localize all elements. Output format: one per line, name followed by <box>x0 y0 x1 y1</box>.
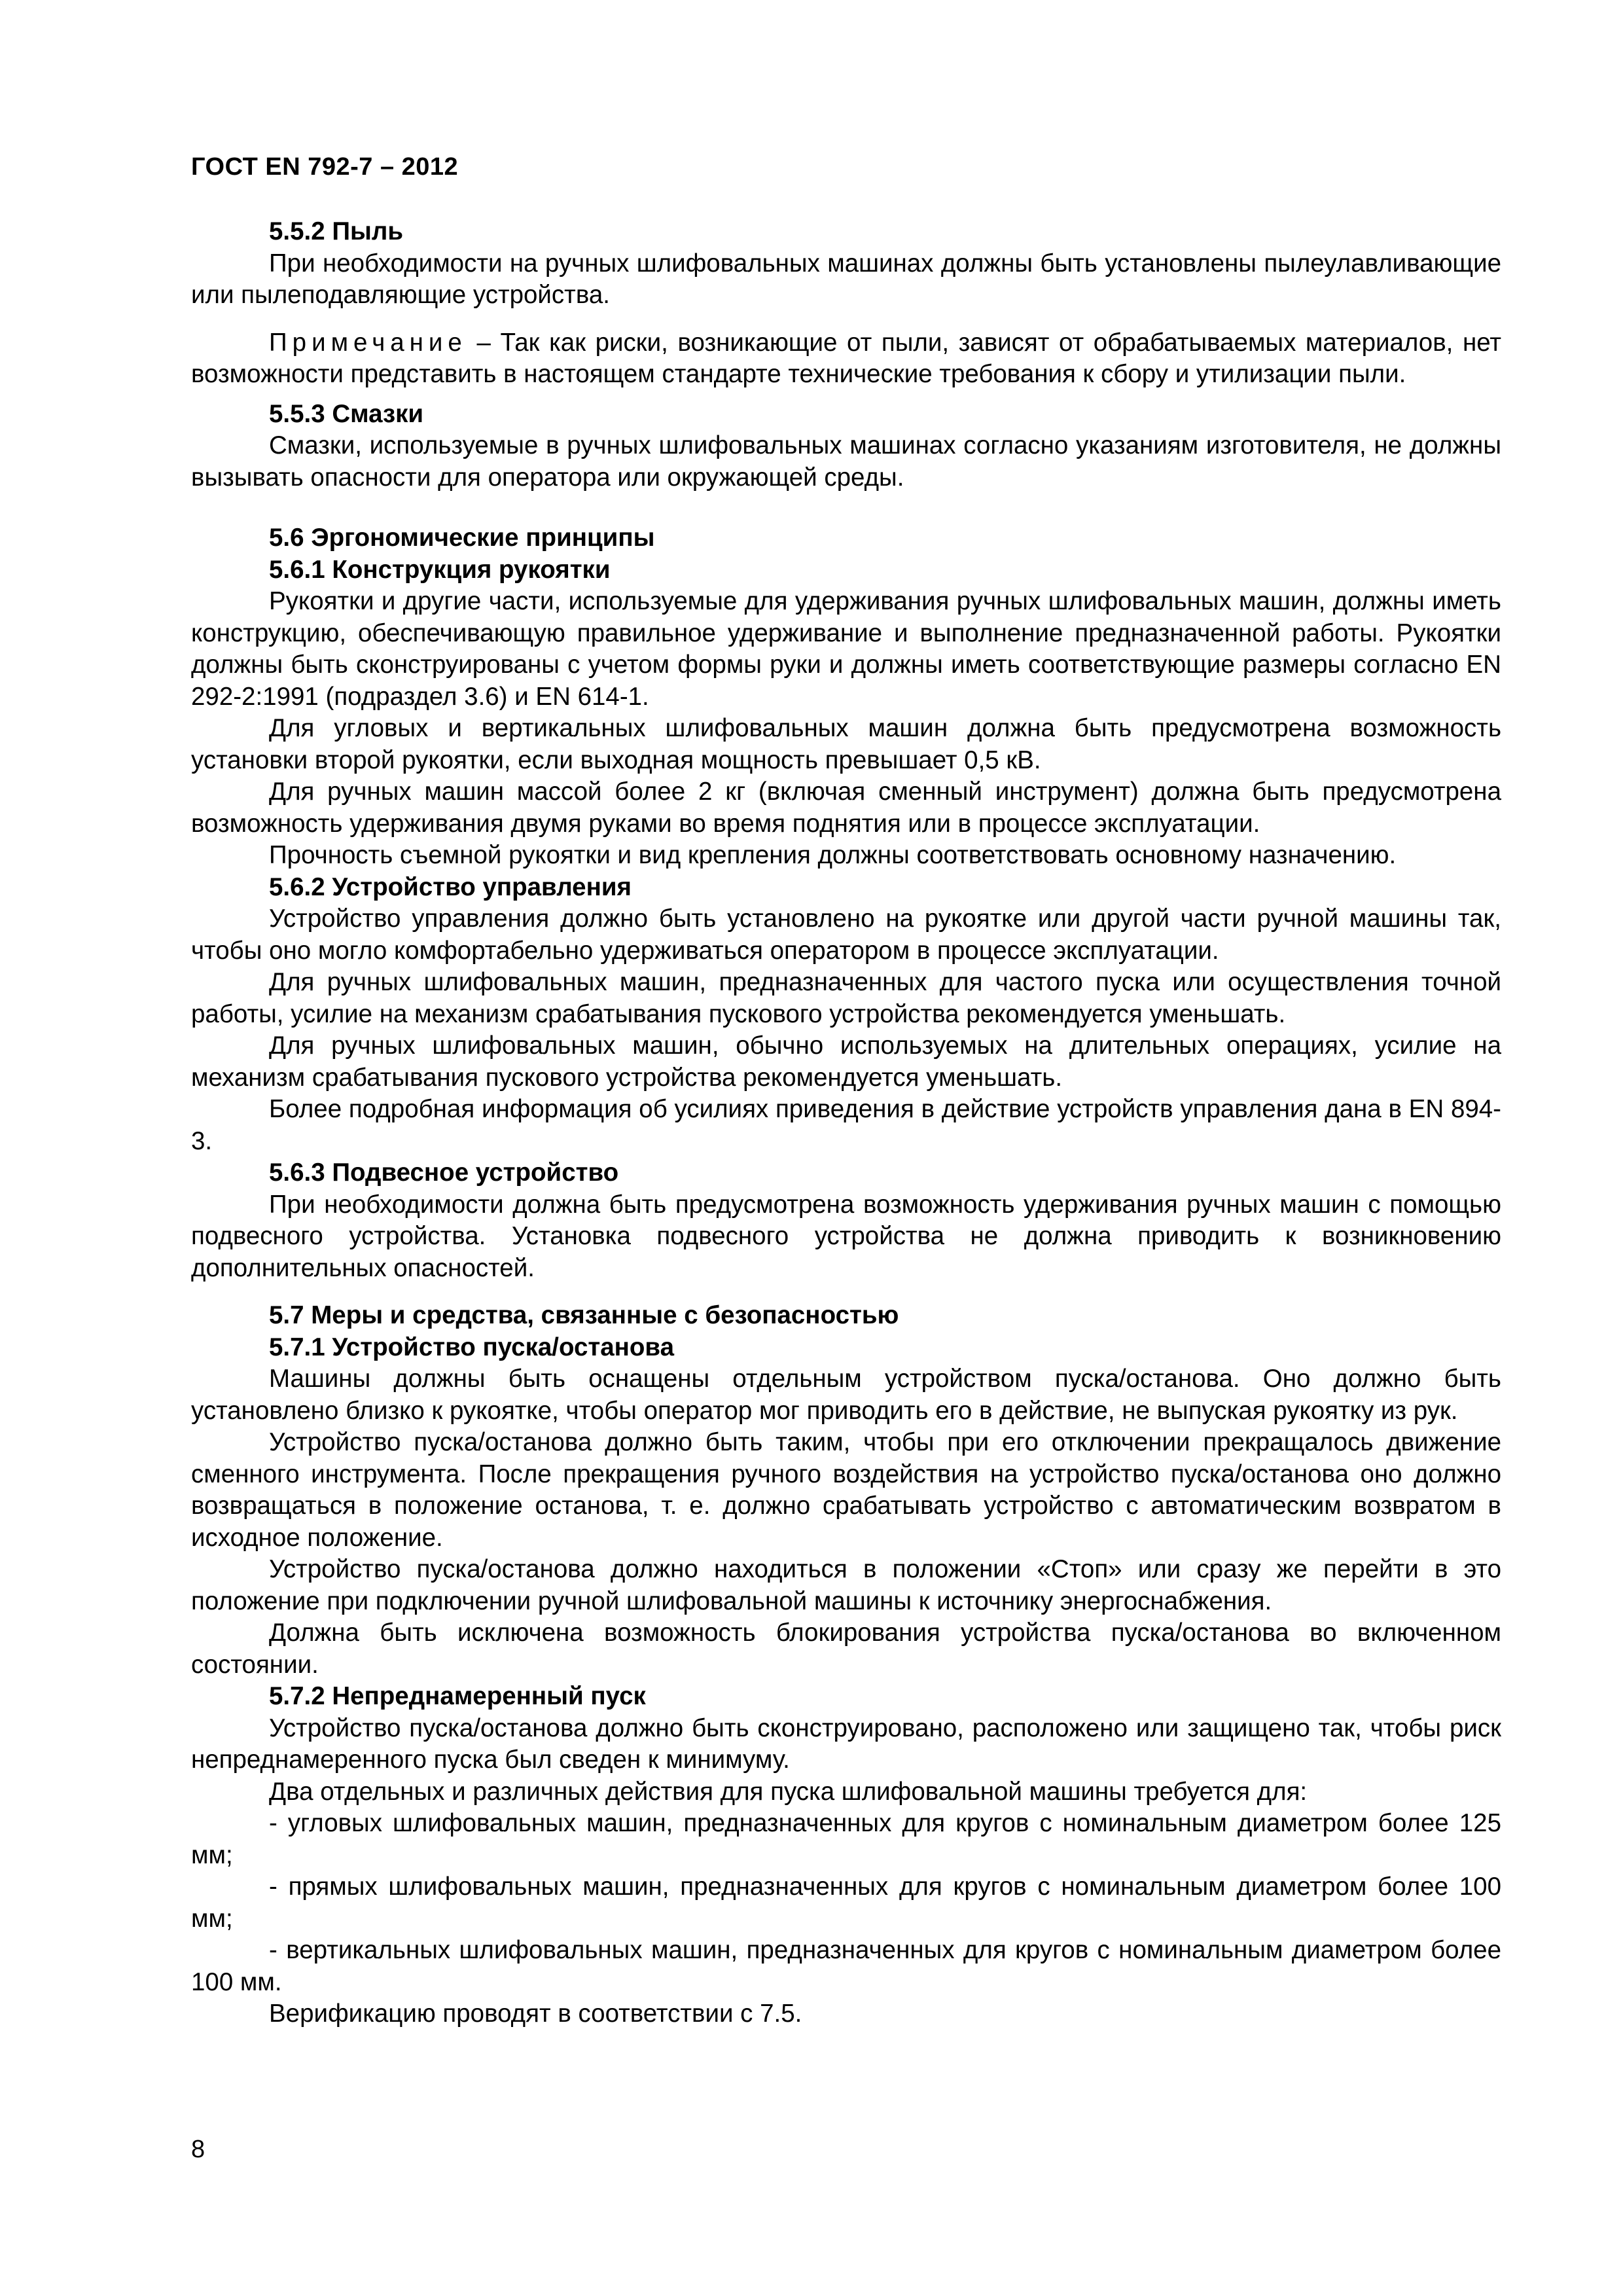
section-5-7-2-paragraph-1: Устройство пуска/останова должно быть сконструировано, расположено или защищено так, чтобы риск непреднамеренного пуска был сведен к минимуму. <box>191 1713 1501 1774</box>
section-5-5-2-note <box>191 327 1501 391</box>
section-5-6-2-paragraph-1: Устройство управления должно быть установлено на рукоятке или другой части ручной машины так, чтобы оно могло комфортабельно удерживаться оператором в процессе эксплуатации. <box>191 905 1501 965</box>
list-item: - вертикальных шлифовальных машин, предназначенных для кругов с номинальным диаметром более 100 мм. <box>191 1936 1501 1996</box>
section-5-7-1-paragraph-4: Должна быть исключена возможность блокирования устройства пуска/останова во включенном состоянии. <box>191 1619 1501 1679</box>
section-5-7-1-heading: 5.7.1 Устройство пуска/останова <box>269 1333 674 1361</box>
section-5-5-2-heading: 5.5.2 Пыль <box>269 217 404 245</box>
section-5-6-3-paragraph: При необходимости должна быть предусмотрена возможность удерживания ручных машин с помощью подвесного устройства. Установка подвесного устройства не должна приводить к возникновению дополнительных опасностей. <box>191 1190 1501 1282</box>
section-5-5-2-paragraph: При необходимости на ручных шлифовальных машинах должны быть установлены пылеулавливающие или пылеподавляющие устройства. <box>191 249 1501 309</box>
section-5-7-1-paragraph-2: Устройство пуска/останова должно быть таким, чтобы при его отключении прекращалось движение сменного инструмента. После прекращения ручного воздействия на устройство пуска/останова оно должно возвращаться в положение останова, т. е. должно срабатывать устройство с автоматическим возвратом в исходное положение. <box>191 1428 1501 1552</box>
section-5-7-heading: 5.7 Меры и средства, связанные с безопасностью <box>269 1301 899 1329</box>
section-5-6-1-paragraph-1: Рукоятки и другие части, используемые для удерживания ручных шлифовальных машин, должны иметь конструкцию, обеспечивающую правильное удерживание и выполнение предназначенной работы. Рукоятки должны быть сконструированы с учетом формы руки и должны иметь соответствующие размеры согласно EN 292-2:1991 (подраздел 3.6) и EN 614-1. <box>191 587 1501 711</box>
section-5-5-3-heading: 5.5.3 Смазки <box>269 399 424 428</box>
note-label: Примечание <box>269 328 467 357</box>
section-5-6-1-heading: 5.6.1 Конструкция рукоятки <box>269 555 611 584</box>
section-5-6-1-paragraph-3: Для ручных машин массой более 2 кг (включая сменный инструмент) должна быть предусмотрена возможность удерживания двумя руками во время поднятия или в процессе эксплуатации. <box>191 778 1501 838</box>
page-number: 8 <box>191 2136 205 2163</box>
section-5-7-2-paragraph-3: Верификацию проводят в соответствии с 7.5. <box>269 2000 802 2028</box>
section-5-7-2-heading: 5.7.2 Непреднамеренный пуск <box>269 1682 646 1710</box>
section-5-6-2-heading: 5.6.2 Устройство управления <box>269 872 632 901</box>
list-item: - прямых шлифовальных машин, предназначенных для кругов с номинальным диаметром более 100 мм; <box>191 1873 1501 1933</box>
section-5-6-2-paragraph-4: Более подробная информация об усилиях приведения в действие устройств управления дана в EN 894-3. <box>191 1095 1501 1155</box>
note-text: – Так как риски, возникающие от пыли, зависят от обрабатываемых материалов, нет возможности представить в настоящем стандарте технические требования к сбору и утилизации пыли. <box>191 328 1501 388</box>
section-5-6-1-paragraph-2: Для угловых и вертикальных шлифовальных машин должна быть предусмотрена возможность установки второй рукоятки, если выходная мощность превышает 0,5 кВ. <box>191 714 1501 774</box>
document-body <box>191 216 1501 2030</box>
section-5-7-1-paragraph-1: Машины должны быть оснащены отдельным устройством пуска/останова. Оно должно быть установлено близко к рукоятке, чтобы оператор мог приводить его в действие, не выпуская рукоятку из рук. <box>191 1365 1501 1425</box>
section-5-6-3-heading: 5.6.3 Подвесное устройство <box>269 1158 619 1187</box>
section-5-6-2-paragraph-2: Для ручных шлифовальных машин, предназначенных для частого пуска или осуществления точной работы, усилие на механизм срабатывания пускового устройства рекомендуется уменьшать. <box>191 968 1501 1028</box>
section-5-7-1-paragraph-3: Устройство пуска/останова должно находиться в положении «Стоп» или сразу же перейти в это положение при подключении ручной шлифовальной машины к источнику энергоснабжения. <box>191 1555 1501 1615</box>
section-5-5-3-paragraph: Смазки, используемые в ручных шлифовальных машинах согласно указаниям изготовителя, не должны вызывать опасности для оператора или окружающей среды. <box>191 431 1501 492</box>
section-5-6-heading: 5.6 Эргономические принципы <box>269 524 655 552</box>
list-item: - угловых шлифовальных машин, предназначенных для кругов с номинальным диаметром более 125 мм; <box>191 1809 1501 1869</box>
section-5-6-2-paragraph-3: Для ручных шлифовальных машин, обычно используемых на длительных операциях, усилие на механизм срабатывания пускового устройства рекомендуется уменьшать. <box>191 1031 1501 1092</box>
section-5-6-1-paragraph-4: Прочность съемной рукоятки и вид крепления должны соответствовать основному назначению. <box>269 841 1397 869</box>
standard-designation: ГОСТ EN 792-7 – 2012 <box>191 153 459 181</box>
section-5-7-2-paragraph-2: Два отдельных и различных действия для пуска шлифовальной машины требуется для: <box>269 1777 1308 1806</box>
